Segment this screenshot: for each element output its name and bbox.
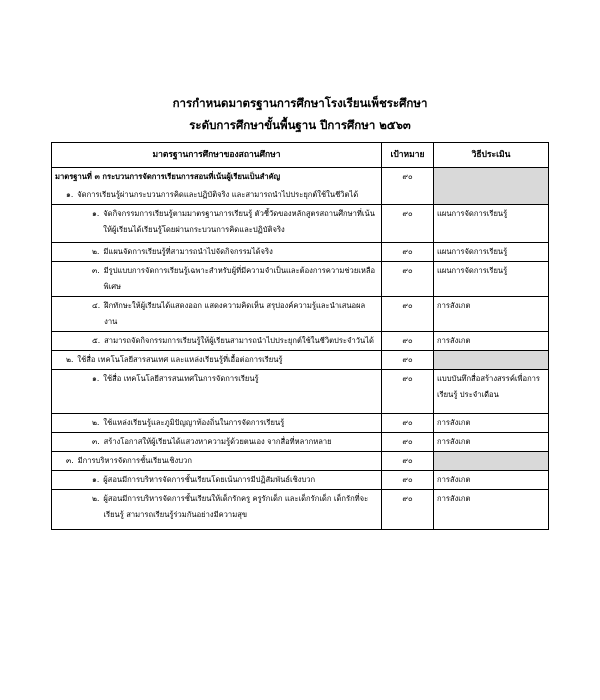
target-cell: ๙๐ (382, 414, 434, 433)
header-target: เป้าหมาย (382, 143, 434, 168)
table-row (52, 205, 549, 243)
target-cell: ๙๐ (382, 262, 434, 297)
method-cell: การสังเกต (434, 414, 549, 433)
table-row (52, 351, 549, 370)
header-standard: มาตรฐานการศึกษาของสถานศึกษา (52, 143, 382, 168)
target-cell (382, 186, 434, 205)
sub-item: ๑. ผู้สอนมีการบริหารจัดการชั้นเรียนโดยเน้นการมีปฏิสัมพันธ์เชิงบวก (52, 471, 382, 490)
table-row (52, 370, 549, 414)
target-cell: ๙๐ (382, 243, 434, 262)
table-row (52, 168, 549, 187)
sub-item: ๑. จัดกิจกรรมการเรียนรู้ตามมาตรฐานการเรียนรู้ ตัวชี้วัดของหลักสูตรสถานศึกษาที่เน้นให้ผู้เรียนได้เรียนรู้โดยผ่านกระบวนการคิดและปฏิบัติจริง (52, 205, 382, 243)
indicator-1: ๑. จัดการเรียนรู้ผ่านกระบวนการคิดและปฏิบัติจริง และสามารถนำไปประยุกต์ใช้ในชีวิตได้ (52, 186, 382, 205)
table-row (52, 490, 549, 530)
target-cell: ๙๐ (382, 452, 434, 471)
standard-heading: มาตรฐานที่ ๓ กระบวนการจัดการเรียนการสอนที่เน้นผู้เรียนเป็นสำคัญ (52, 168, 382, 187)
table-row (52, 471, 549, 490)
table-row (52, 243, 549, 262)
target-cell: ๙๐ (382, 351, 434, 370)
target-cell: ๙๐ (382, 490, 434, 530)
document-header (0, 92, 600, 136)
target-cell: ๙๐ (382, 332, 434, 351)
method-cell: การสังเกต (434, 490, 549, 530)
sub-item: ๓. สร้างโอกาสให้ผู้เรียนได้แสวงหาความรู้ด้วยตนเอง จากสื่อที่หลากหลาย (52, 433, 382, 452)
table-header-row (52, 143, 549, 168)
table-row (52, 452, 549, 471)
target-cell: ๙๐ (382, 471, 434, 490)
method-cell: การสังเกต (434, 433, 549, 452)
target-cell: ๙๐ (382, 433, 434, 452)
sub-item: ๒. มีแผนจัดการเรียนรู้ที่สามารถนำไปจัดกิจกรรมได้จริง (52, 243, 382, 262)
method-cell: การสังเกต (434, 471, 549, 490)
method-cell-empty (434, 452, 549, 471)
sub-item: ๑. ใช้สื่อ เทคโนโลยีสารสนเทศในการจัดการเรียนรู้ (52, 370, 382, 414)
method-cell-empty (434, 168, 549, 205)
table-row (52, 414, 549, 433)
method-cell: แผนการจัดการเรียนรู้ (434, 262, 549, 297)
indicator-3: ๓. มีการบริหารจัดการชั้นเรียนเชิงบวก (52, 452, 382, 471)
standards-table (51, 142, 549, 530)
method-cell-empty (434, 351, 549, 370)
method-cell: แบบบันทึกสื่อสร้างสรรค์เพื่อการเรียนรู้ ประจำเดือน (434, 370, 549, 414)
method-cell: การสังเกต (434, 332, 549, 351)
target-cell: ๙๐ (382, 297, 434, 332)
target-cell: ๙๐ (382, 168, 434, 187)
method-cell: การสังเกต (434, 297, 549, 332)
sub-item: ๔. ฝึกทักษะให้ผู้เรียนได้แสดงออก แสดงความคิดเห็น สรุปองค์ความรู้และนำเสนอผลงาน (52, 297, 382, 332)
sub-item: ๓. มีรูปแบบการจัดการเรียนรู้เฉพาะสำหรับผู้ที่มีความจำเป็นและต้องการความช่วยเหลือพิเศษ (52, 262, 382, 297)
sub-item: ๒. ผู้สอนมีการบริหารจัดการชั้นเรียนให้เด็กรักครู ครูรักเด็ก และเด็กรักเด็ก เด็กรักที่จะเรียนรู้ สามารถเรียนรู้ร่วมกันอย่างมีความสุข (52, 490, 382, 530)
document-title: การกำหนดมาตรฐานการศึกษาโรงเรียนเพ็ชระศึกษา (172, 96, 428, 110)
method-cell: แผนการจัดการเรียนรู้ (434, 243, 549, 262)
indicator-2: ๒. ใช้สื่อ เทคโนโลยีสารสนเทศ และแหล่งเรียนรู้ที่เอื้อต่อการเรียนรู้ (52, 351, 382, 370)
sub-item: ๒. ใช้แหล่งเรียนรู้และภูมิปัญญาท้องถิ่นในการจัดการเรียนรู้ (52, 414, 382, 433)
target-cell: ๙๐ (382, 205, 434, 243)
table-row (52, 332, 549, 351)
document-subtitle: ระดับการศึกษาขั้นพื้นฐาน ปีการศึกษา ๒๕๖๓ (189, 118, 411, 132)
method-cell: แผนการจัดการเรียนรู้ (434, 205, 549, 243)
table-row (52, 297, 549, 332)
sub-item: ๕. สามารถจัดกิจกรรมการเรียนรู้ให้ผู้เรียนสามารถนำไปประยุกต์ใช้ในชีวิตประจำวันได้ (52, 332, 382, 351)
table-row (52, 262, 549, 297)
table-row (52, 433, 549, 452)
header-method: วิธีประเมิน (434, 143, 549, 168)
target-cell: ๙๐ (382, 370, 434, 414)
